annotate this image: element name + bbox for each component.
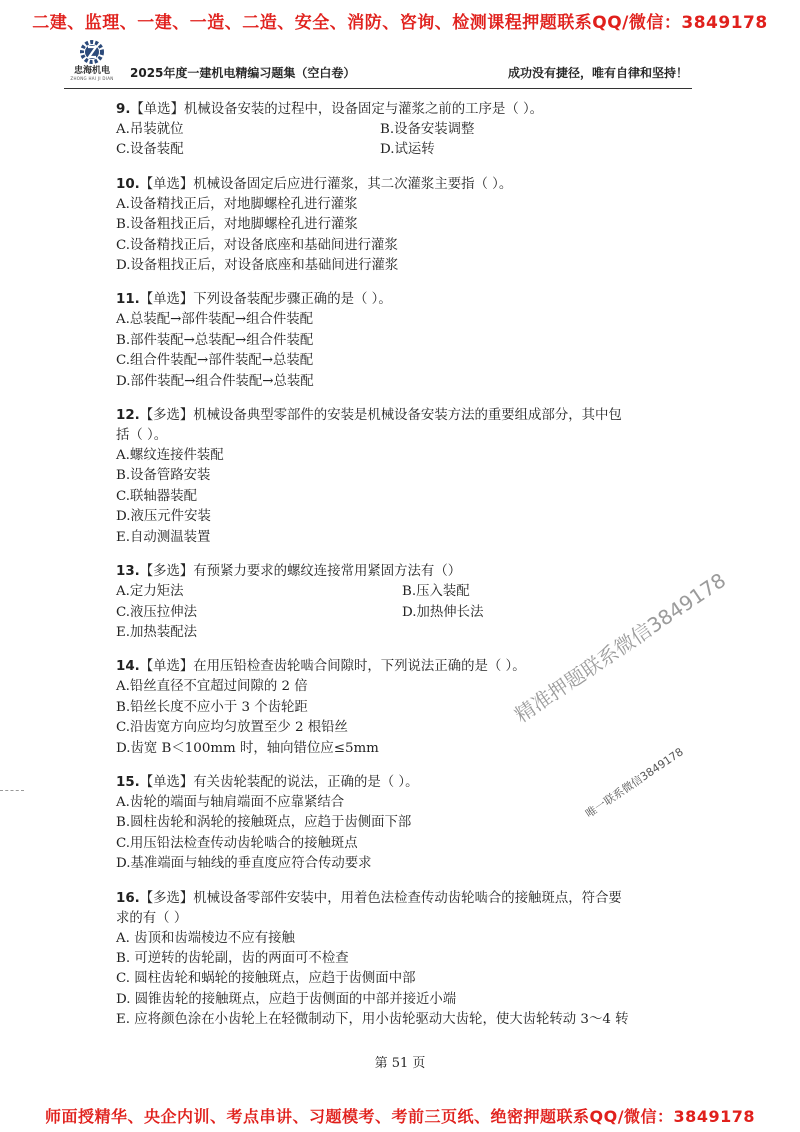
option-b: B.设备安装调整 — [380, 122, 475, 137]
option-d: D.部件装配→组合件装配→总装配 — [116, 373, 314, 389]
watermark-text: 精准押题联系微信3849178 — [510, 568, 731, 728]
question-16 — [116, 889, 696, 1031]
option-d: D.设备粗找正后，对设备底座和基础间进行灌浆 — [116, 258, 399, 274]
question-13 — [116, 562, 696, 643]
option-a: A.总装配→部件装配→组合件装配 — [116, 312, 314, 328]
question-10 — [116, 175, 696, 277]
question-number: 10. — [116, 176, 140, 192]
question-stem: 【多选】机械设备零部件安装中，用着色法检查传动齿轮啮合的接触斑点，符合要 — [139, 890, 622, 906]
option-b: B.压入装配 — [402, 584, 470, 600]
question-number: 15. — [116, 774, 140, 790]
question-number: 9. — [116, 102, 131, 117]
logo — [70, 38, 114, 88]
scan-edge-mark — [0, 790, 24, 792]
option-a: A.设备精找正后，对地脚螺栓孔进行灌浆 — [116, 196, 358, 212]
option-e: E.自动测温装置 — [116, 529, 211, 545]
question-number: 14. — [116, 659, 140, 675]
option-a: A.铅丝直径不宜超过间隙的 2 倍 — [116, 679, 308, 695]
option-list — [116, 120, 696, 161]
option-e: E.加热装配法 — [116, 624, 197, 640]
logo-name: 忠海机电 — [73, 66, 110, 76]
watermark-small-text: 唯一联系微信3849178 — [583, 745, 686, 821]
question-12 — [116, 406, 696, 548]
header-slogan: 成功没有捷径，唯有自律和坚持！ — [507, 66, 688, 80]
question-stem: 【单选】机械设备安装的过程中，设备固定与灌浆之前的工序是（ ）。 — [130, 102, 544, 117]
option-b: B.设备管路安装 — [116, 468, 211, 484]
option-e: E. 应将颜色涂在小齿轮上在轻微制动下，用小齿轮驱动大齿轮，使大齿轮转动 3～4 转 — [116, 1012, 629, 1028]
option-list — [116, 677, 696, 759]
option-b: B.铅丝长度不应小于 3 个齿轮距 — [116, 699, 308, 715]
option-a: A. 齿顶和齿端棱边不应有接触 — [116, 930, 295, 946]
question-11 — [116, 290, 696, 392]
option-a: A.吊装就位 — [116, 122, 184, 137]
option-list — [116, 446, 696, 548]
page-header — [64, 38, 692, 89]
question-number: 16. — [116, 890, 140, 906]
option-c: C.液压拉伸法 — [116, 604, 197, 620]
bottom-banner: 师面授精华、央企内训、考点串讲、习题模考、考前三页纸、绝密押题联系QQ/微信：3849178 — [45, 1107, 755, 1126]
option-d: D.加热伸长法 — [402, 604, 484, 620]
option-c: C.沿齿宽方向应均匀放置至少 2 根铅丝 — [116, 720, 348, 736]
option-d: D.液压元件安装 — [116, 509, 211, 525]
question-stem: 【多选】有预紧力要求的螺纹连接常用紧固方法有（） — [139, 564, 462, 580]
question-number: 11. — [116, 292, 140, 308]
option-c: C. 圆柱齿轮和蜗轮的接触斑点，应趋于齿侧面中部 — [116, 971, 416, 987]
option-a: A.螺纹连接件装配 — [116, 448, 224, 464]
question-number: 12. — [116, 408, 140, 424]
option-d: D.试运转 — [380, 142, 435, 158]
option-b: B.部件装配→总装配→组合件装配 — [116, 332, 314, 348]
question-stem: 【单选】在用压铅检查齿轮啮合间隙时，下列说法正确的是（ ）。 — [139, 659, 526, 675]
question-stem: 【单选】有关齿轮装配的说法，正确的是（ ）。 — [139, 774, 419, 790]
question-stem-continued: 括（ ）。 — [116, 428, 168, 444]
question-14 — [116, 657, 696, 759]
option-d: D. 圆锥齿轮的接触斑点，应趋于齿侧面的中部并接近小端 — [116, 991, 457, 1007]
option-list — [116, 929, 696, 1031]
option-c: C.用压铅法检查传动齿轮啮合的接触斑点 — [116, 835, 358, 851]
option-list — [116, 195, 696, 277]
option-d: D.齿宽 B＜100mm 时，轴向错位应≤5mm — [116, 740, 379, 756]
option-a: A.齿轮的端面与轴肩端面不应靠紧结合 — [116, 794, 345, 810]
option-d: D.基准端面与轴线的垂直度应符合传动要求 — [116, 856, 372, 872]
page-number: 第 51 页 — [374, 1056, 426, 1071]
option-c: C.设备精找正后，对设备底座和基础间进行灌浆 — [116, 237, 398, 253]
question-9 — [116, 100, 696, 161]
option-c: C.组合件装配→部件装配→总装配 — [116, 353, 314, 369]
option-b: B.圆柱齿轮和涡轮的接触斑点，应趋于齿侧面下部 — [116, 815, 412, 831]
logo-subtitle: ZHONG HAI JI DIAN — [70, 76, 114, 81]
question-stem: 【单选】下列设备装配步骤正确的是（ ）。 — [139, 292, 392, 308]
option-list — [116, 310, 696, 392]
option-b: B. 可逆转的齿轮副，齿的两面可不检查 — [116, 950, 349, 966]
gear-logo-icon — [76, 38, 108, 66]
option-b: B.设备粗找正后，对地脚螺栓孔进行灌浆 — [116, 217, 358, 233]
option-list — [116, 582, 696, 643]
question-stem: 【单选】机械设备固定后应进行灌浆，其二次灌浆主要指（ ）。 — [139, 176, 513, 192]
question-number: 13. — [116, 564, 140, 580]
question-stem: 【多选】机械设备典型零部件的安装是机械设备安装方法的重要组成部分，其中包 — [139, 408, 622, 424]
document-title: 2025年度一建机电精编习题集（空白卷） — [130, 66, 356, 80]
question-list — [116, 100, 696, 1045]
top-banner: 二建、监理、一建、一造、二造、安全、消防、咨询、检测课程押题联系QQ/微信：3849178 — [32, 13, 768, 33]
option-a: A.定力矩法 — [116, 584, 184, 600]
option-c: C.联轴器装配 — [116, 488, 197, 504]
option-c: C.设备装配 — [116, 142, 184, 158]
question-stem-continued: 求的有（ ） — [116, 910, 188, 926]
